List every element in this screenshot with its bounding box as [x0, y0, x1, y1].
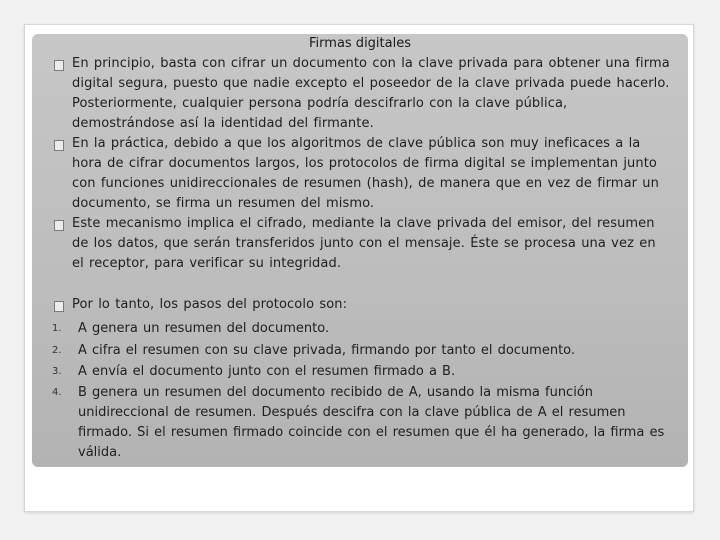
bullet-paragraph: En principio, basta con cifrar un documento con la clave privada para obtener una firma digital segura, puesto que nadie excepto el poseedor de la clave privada puede hacerlo. Posteriormente, cualquier persona podría descifrarlo con la clave pública, demostrándose así la identidad del firmante. — [72, 56, 670, 131]
step-text: A cifra el resumen con su clave privada, firmando por tanto el documento. — [78, 343, 576, 358]
bullet-marker-icon — [54, 220, 64, 231]
step-text: B genera un resumen del documento recibido de A, usando la misma función unidireccional de resumen. Después descifra con la clave pública de A el resumen firmado. Si el resumen firmado coincide con el resumen que él ha generado, la firma es válida. — [78, 385, 665, 460]
step-text: A envía el documento junto con el resumen firmado a B. — [78, 364, 456, 379]
step-number: 3. — [52, 366, 62, 377]
bullet-marker-icon — [54, 301, 64, 312]
bullet-marker-icon — [54, 60, 64, 71]
slide-title: Firmas digitales — [309, 36, 411, 51]
bullet-marker-icon — [54, 140, 64, 151]
step-number: 1. — [52, 323, 62, 334]
step-text: A genera un resumen del documento. — [78, 321, 330, 336]
step-number: 4. — [52, 387, 62, 398]
bullet-paragraph: Este mecanismo implica el cifrado, mediante la clave privada del emisor, del resumen de los datos, que serán transferidos junto con el mensaje. Éste se procesa una vez en el receptor, para verificar su integridad. — [72, 216, 656, 271]
bullet-paragraph: En la práctica, debido a que los algoritmos de clave pública son muy ineficaces a la hora de cifrar documentos largos, los protocolos de firma digital se implementan junto con funciones unidireccionales de resumen (hash), de manera que en vez de firmar un documento, se firma un resumen del mismo. — [72, 136, 659, 211]
step-number: 2. — [52, 345, 62, 356]
protocol-intro: Por lo tanto, los pasos del protocolo son: — [72, 297, 348, 312]
